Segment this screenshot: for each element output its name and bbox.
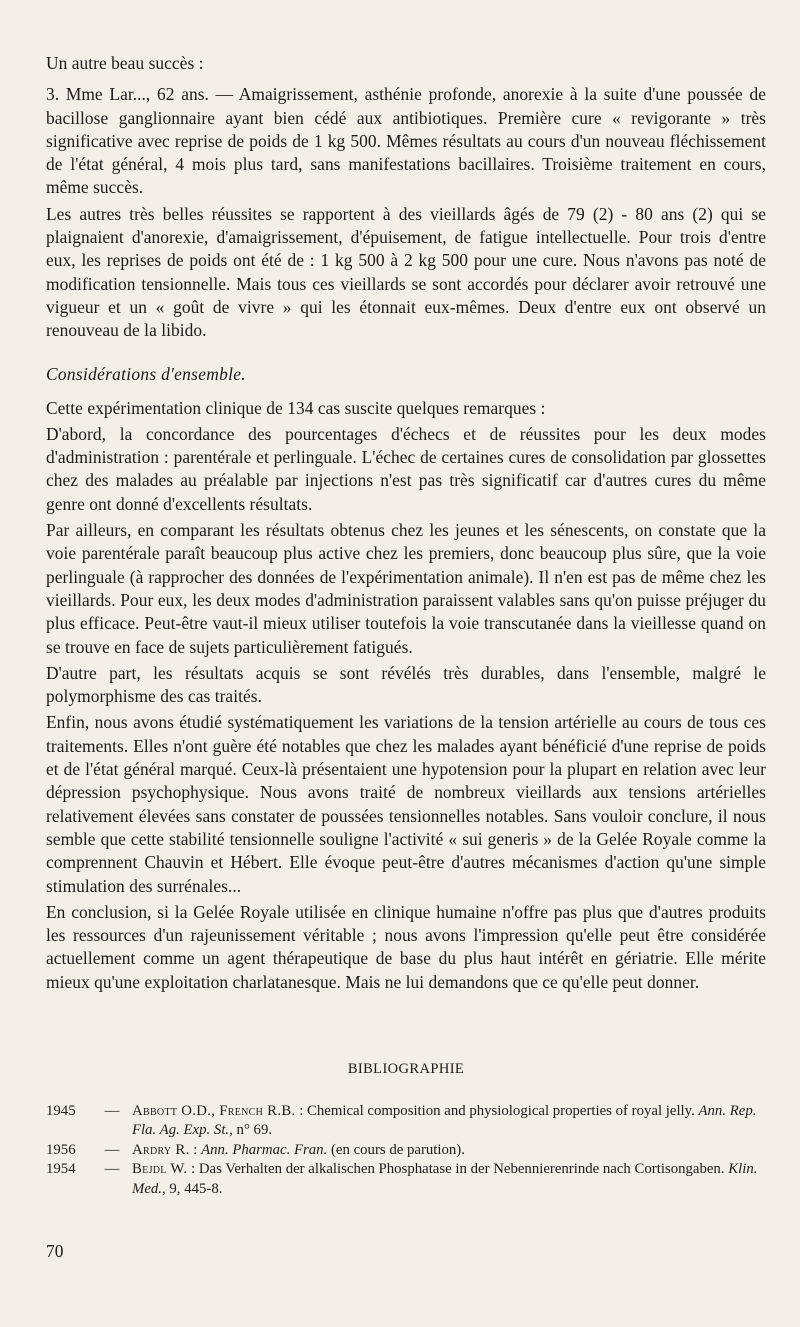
- section-paragraph-5: Enfin, nous avons étudié systématiquement les variations de la tension artérielle au cours de tous ces traitements. Elles n'ont guère été notables que chez les malades ayant bénéficié d'une reprise de poids et de l'état général marqué. Ceux-là présentaient une hypotension pour la plupart en relation avec leur dépression psychophysique. Nous avons traité de nombreux vieillards aux tensions artérielles relativement élevées sans constater de poussées tensionnelles notables. Sans vouloir conclure, il nous semble que cette stabilité tensionnelle souligne l'activité « sui generis » de la Gelée Royale comme la comprennent Chauvin et Hébert. Elle évoque peut-être d'autres mécanismes d'action qu'une simple stimulation des surrénales...: [46, 712, 766, 896]
- bibliography-title: BIBLIOGRAPHIE: [347, 1060, 465, 1077]
- section-paragraph-1: Cette expérimentation clinique de 134 cas suscite quelques remarques :: [46, 397, 546, 418]
- bibliography-entry: [46, 1160, 766, 1199]
- bibliography-title-text: Das Verhalten der alkalischen Phosphatase in der Nebennierenrinde nach Cortisongaben.: [198, 1161, 729, 1178]
- section-paragraph-2: D'abord, la concordance des pourcentages d'échecs et de réussites pour les deux modes d'administration : parentérale et perlinguale. L'échec de certaines cures de consolidation par glossettes chez des malades au préalable par injections n'est pas très significatif car d'autres cures du même genre ont donné d'excellents résultats.: [46, 423, 766, 514]
- bibliography-journal: Ann. Pharmac. Fran.: [201, 1141, 328, 1158]
- bibliography-dash: —: [104, 1161, 120, 1178]
- bibliography-list: [46, 1102, 766, 1200]
- intro-paragraph: Un autre beau succès :: [46, 53, 204, 73]
- bibliography-text: [132, 1141, 766, 1161]
- bibliography-details: (en cours de parution).: [327, 1141, 465, 1158]
- section-paragraph-3: Par ailleurs, en comparant les résultats obtenus chez les jeunes et les sénescents, on constate que la voie parentérale paraît beaucoup plus active chez les premiers, donc beaucoup plus sûre, que la voie perlinguale (à rapprocher des données de l'expérimentation animale). Il n'en est pas de même chez les vieillards. Pour eux, les deux modes d'administration paraissent valables sans qu'on puisse préjuger du plus efficace. Peut-être vaut-il mieux utiliser toutefois la voie transcutanée dans la vieillesse quand on se trouve en face de sujets particulièrement fatigués.: [46, 520, 766, 657]
- bibliography-entry: [46, 1102, 766, 1141]
- bibliography-separator: :: [295, 1102, 308, 1119]
- bibliography-authors: Bejdl W.: [132, 1161, 188, 1178]
- bibliography-year: 1954: [46, 1161, 76, 1178]
- bibliography-journal: Klin. Med.: [132, 1161, 758, 1197]
- bibliography-text: [132, 1160, 766, 1199]
- bibliography-title-text: Chemical composition and physiological properties of royal jelly.: [307, 1102, 699, 1119]
- section-heading: Considérations d'ensemble.: [46, 363, 246, 384]
- bibliography-year: 1945: [46, 1102, 76, 1119]
- bibliography-separator: :: [189, 1141, 202, 1158]
- bibliography-journal: Ann. Rep. Fla. Ag. Exp. St.: [132, 1102, 757, 1139]
- bibliography-authors: Abbott O.D., French R.B.: [132, 1102, 296, 1119]
- bibliography-year: 1956: [46, 1141, 76, 1158]
- page-number: 70: [46, 1241, 64, 1261]
- bibliography-separator: :: [187, 1161, 199, 1178]
- results-paragraph: Les autres très belles réussites se rapportent à des vieillards âgés de 79 (2) - 80 ans (2) qui se plaignaient d'anorexie, d'amaigrissement, d'épuisement, de fatigue intellectuelle. Pour trois d'entre eux, les reprises de poids ont été de : 1 kg 500 à 2 kg 500 pour une cure. Nous n'avons pas noté de modification tensionnelle. Mais tous ces vieillards se sont accordés pour déclarer avoir retrouvé une vigueur et un « goût de vivre » qui les étonnait eux-mêmes. Deux d'entre eux ont observé un renouveau de la libido.: [46, 203, 766, 341]
- section-paragraph-6: En conclusion, si la Gelée Royale utilisée en clinique humaine n'offre pas plus que d'autres produits les ressources d'un rajeunissement véritable ; nous avons l'impression qu'elle peut être considérée actuellement comme un agent thérapeutique de base du plus haut intérêt en gériatrie. Elle mérite mieux qu'une exploitation charlatanesque. Mais ne lui demandons que ce qu'elle peut donner.: [46, 901, 766, 992]
- bibliography-text: [132, 1102, 766, 1141]
- bibliography-dash: —: [104, 1102, 120, 1119]
- bibliography-authors: Ardry R.: [132, 1141, 190, 1158]
- bibliography-entry: [46, 1141, 766, 1161]
- bibliography-dash: —: [104, 1141, 120, 1158]
- bibliography-details: , 9, 445-8.: [162, 1180, 223, 1197]
- case-paragraph: 3. Mme Lar..., 62 ans. — Amaigrissement, asthénie profonde, anorexie à la suite d'une poussée de bacillose ganglionnaire ayant bien cédé aux antibiotiques. Première cure « revigorante » très significative avec reprise de poids de 1 kg 500. Mêmes résultats au cours d'un nouveau fléchissement de l'état général, 4 mois plus tard, sans manifestations bacillaires. Troisième traitement en cours, même succès.: [46, 84, 766, 198]
- section-paragraph-4: D'autre part, les résultats acquis se sont révélés très durables, dans l'ensemble, malgré le polymorphisme des cas traités.: [46, 662, 766, 707]
- bibliography-details: , n° 69.: [229, 1122, 273, 1139]
